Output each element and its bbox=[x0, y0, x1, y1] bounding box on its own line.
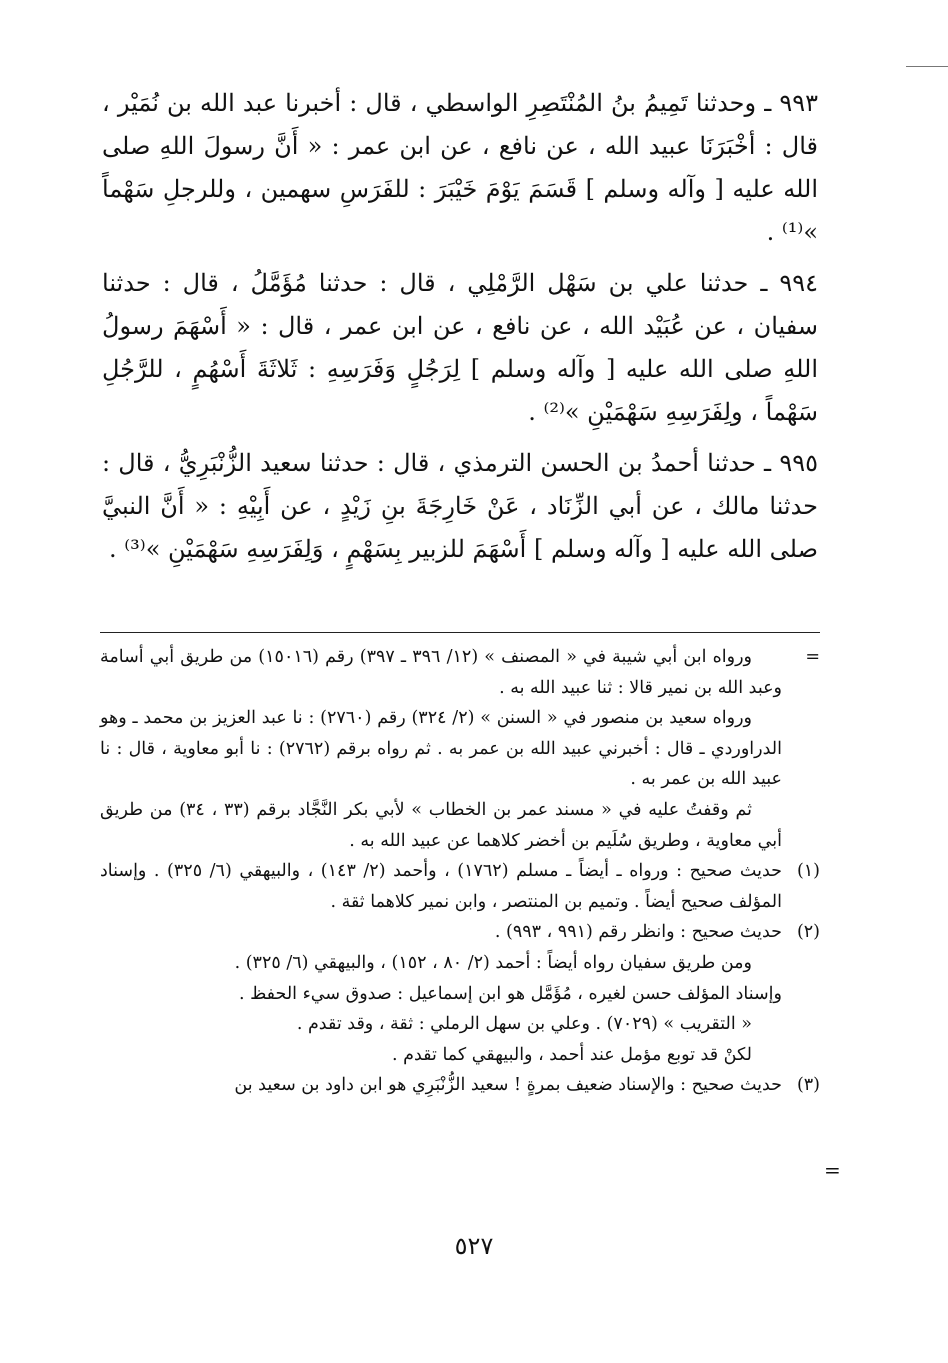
footnote-2 bbox=[100, 917, 820, 1070]
hadith-number: ٩٩٣ bbox=[779, 89, 818, 117]
hadith-text: ـ وحدثنا تَمِيمُ بنُ المُنْتَصِرِ الواسطي ، قال : أخبرنا عبد الله بن نُمَيْر ، قال : أخْبَرَنَا عبيد الله ، عن نافع ، عن ابن عمر : « أَنَّ رسولَ اللهِ صلى الله عليه [ وآله وسلم ] قَسَمَ يَوْمَ خَيْبَرَ : للفَرَسِ سهمين ، وللرجلِ سَهْماً »⁽¹⁾ . bbox=[102, 89, 818, 246]
page-number: ٥٢٧ bbox=[454, 1232, 494, 1260]
footnote-separator bbox=[100, 632, 820, 633]
continuation-line: ورواه سعيد بن منصور في « السنن » (٢/ ٣٢٤) رقم (٢٧٦٠) : نا عبد العزيز بن محمد ـ وهو الدراوردي ـ قال : أخبرني عبيد الله بن عمر به . ثم رواه برقم (٢٧٦٢) : نا أبو معاوية ، قال : نا عبيد الله بن عمر به . bbox=[100, 708, 782, 790]
continuation-line: ورواه ابن أبي شيبة في « المصنف » (١٢/ ٣٩٦ ـ ٣٩٧) رقم (١٥٠١٦) من طريق أبي أسامة وعبد الله بن نمير قالا : ثنا عبيد الله به . bbox=[100, 647, 782, 698]
footnote-line: وإسناد المؤلف حسن لغيره ، مُؤَمَّل هو ابن إسماعيل : صدوق سيء الحفظ . bbox=[238, 983, 782, 1004]
footnote-line: ومن طريق سفيان رواه أيضاً : أحمد (٢/ ٨٠ ، ١٥٢) ، والبيهقي (٦/ ٣٢٥) . bbox=[234, 952, 752, 973]
footnote-marker: (٢) bbox=[796, 922, 820, 943]
footnote-line: حديث صحيح : وانظر رقم (٩٩١ ، ٩٩٣) . bbox=[494, 922, 782, 943]
hadith-993 bbox=[102, 82, 818, 254]
continuation-line: ثم وقفتُ عليه في « مسند عمر بن الخطاب » لأبي بكر النَّجَّاد برقم (٣٣ ، ٣٤) من طريق أبي معاوية ، وطريق سُلَيم بن أخضر كلاهما عن عبيد الله به . bbox=[100, 799, 782, 851]
footnote-marker: (٣) bbox=[796, 1075, 820, 1096]
hadith-text: ـ حدثنا أحمدُ بن الحسن الترمذي ، قال : حدثنا سعيد الزُّنْبَرِيُّ ، قال : حدثنا مالك ، عن أبي الزِّنَاد ، عَنْ خَارِجَةَ بنِ زَيْدٍ ، عن أَبِيْهِ : « أَنَّ النبيَّ صلى الله عليه [ وآله وسلم ] أَسْهَمَ للزبير بِسَهْمٍ ، وَلِفَرَسِهِ سَهْمَيْنِ »⁽³⁾ . bbox=[102, 449, 818, 563]
continuation-mark: = bbox=[805, 647, 820, 667]
corner-rule bbox=[906, 66, 948, 67]
footnote-line: حديث صحيح : والإسناد ضعيف بمرةٍ ! سعيد الزُّنْبَرِي هو ابن داود بن سعيد بن bbox=[234, 1075, 782, 1096]
hadith-text: ـ حدثنا علي بن سَهْل الرَّمْلِي ، قال : حدثنا مُؤَمَّلُ ، قال : حدثنا سفيان ، عن عُبَيْد الله ، عن نافع ، عن ابن عمر ، قال : « أَسْهَمَ رسولُ اللهِ صلى الله عليه [ وآله وسلم ] لِرَجُلٍ وَفَرَسِهِ : ثَلاثَةَ أَسْهُمٍ ، للرَّجُلِ سَهْماً ، ولِفَرَسِهِ سَهْمَيْنِ »⁽²⁾ . bbox=[102, 269, 819, 426]
footnotes bbox=[100, 642, 820, 1101]
footnote-1 bbox=[100, 856, 820, 917]
continuation-note bbox=[100, 642, 820, 703]
footnote-line: لكنْ قد توبع مؤمل عند أحمد ، والبيهقي كما تقدم . bbox=[392, 1044, 752, 1065]
hadith-995 bbox=[102, 442, 818, 571]
footnote-3 bbox=[100, 1070, 820, 1101]
footnote-line: حديث صحيح : ورواه ـ أيضاً ـ مسلم (١٧٦٢) ، وأحمد (٢/ ١٤٣) ، والبيهقي (٦/ ٣٢٥) . وإسناد المؤلف صحيح أيضاً . وتميم بن المنتصر ، وابن نمير كلاهما ثقة . bbox=[100, 861, 782, 912]
main-text bbox=[102, 82, 818, 579]
footnote-marker: (١) bbox=[796, 861, 820, 882]
hadith-number: ٩٩٥ bbox=[779, 449, 818, 477]
hadith-994 bbox=[102, 262, 818, 434]
continuation-edge-mark: = bbox=[824, 1158, 841, 1182]
footnote-line: « التقريب » (٧٠٢٩) . وعلي بن سهل الرملي : ثقة ، وقد تقدم . bbox=[296, 1014, 752, 1035]
hadith-number: ٩٩٤ bbox=[779, 269, 818, 297]
